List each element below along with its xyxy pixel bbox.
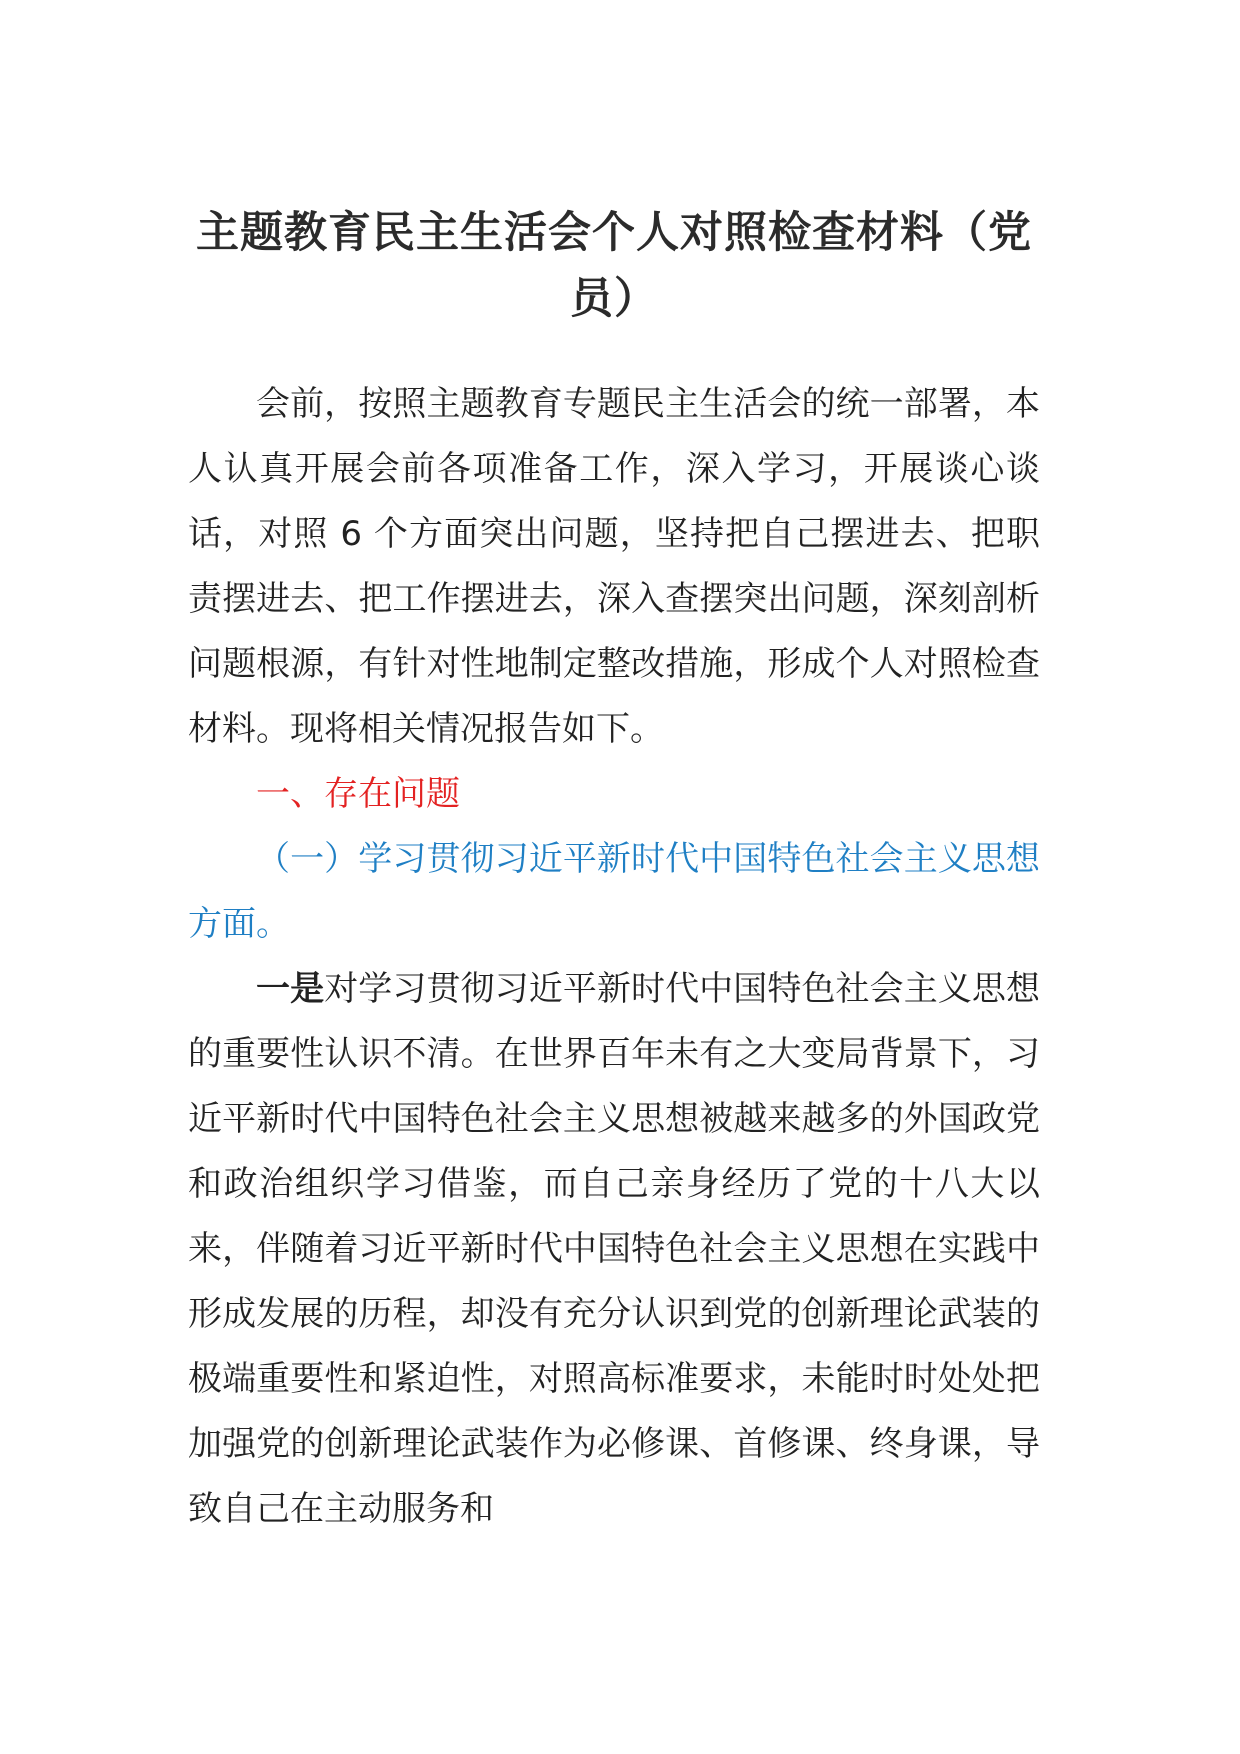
point-text: 对学习贯彻习近平新时代中国特色社会主义思想的重要性认识不清。在世界百年未有之大变局背景下，习近平新时代中国特色社会主义思想被越来越多的外国政党和政治组织学习借鉴，而自己亲身经历了党的十八大以来，伴随着习近平新时代中国特色社会主义思想在实践中形成发展的历程，却没有充分认识到党的创新理论武装的极端重要性和紧迫性，对照高标准要求，未能时时处处把加强党的创新理论武装作为必修课、首修课、终身课，导致自己在主动服务和	[188, 969, 1041, 1529]
subsection-heading-study: （一）学习贯彻习近平新时代中国特色社会主义思想方面。	[188, 839, 1040, 944]
intro-paragraph: 会前，按照主题教育专题民主生活会的统一部署，本人认真开展会前各项准备工作，深入学习，开展谈心谈话，对照 6 个方面突出问题，坚持把自己摆进去、把职责摆进去、把工作摆进去，深入查摆突出问题，深刻剖析问题根源，有针对性地制定整改措施，形成个人对照检查材料。现将相关情况报告如下。	[188, 384, 1040, 749]
point-lead: 一是	[256, 969, 325, 1009]
section-heading-problems: 一、存在问题	[256, 774, 460, 814]
point-paragraph-1	[188, 957, 1040, 1542]
document-title-line-1: 主题教育民主生活会个人对照检查材料（党	[196, 208, 1032, 258]
document-title-line-2: 员）	[570, 274, 658, 324]
document-page	[188, 200, 1040, 1542]
document-title	[188, 200, 1040, 332]
document-body	[188, 372, 1040, 1542]
